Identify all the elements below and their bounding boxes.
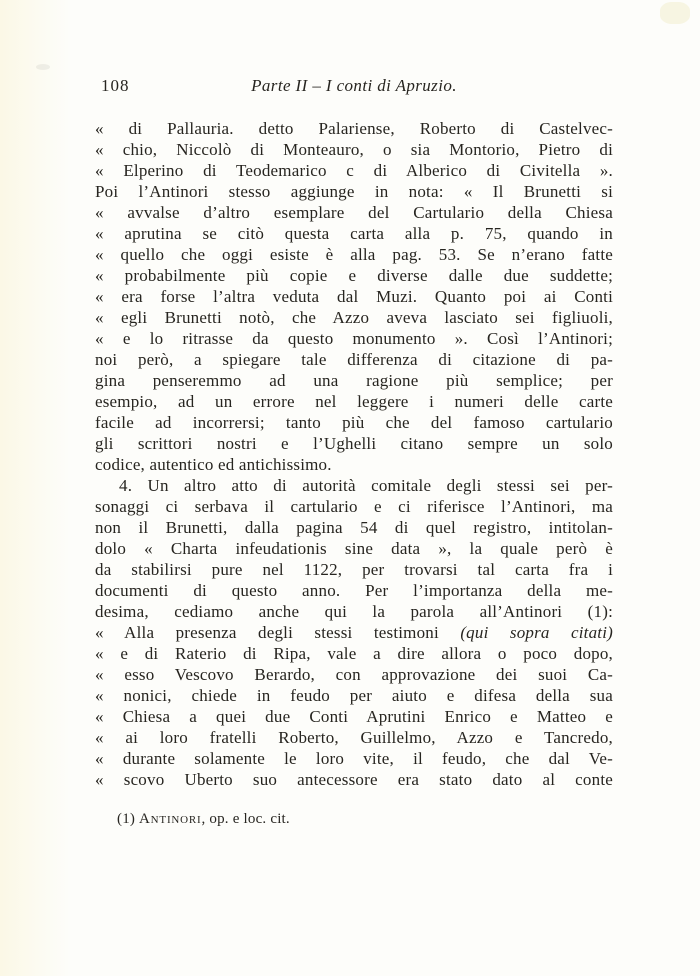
text-segment: « e lo ritrasse da questo monumento ». Così l’Antinori; <box>95 329 613 348</box>
text-line <box>95 223 613 244</box>
text-segment: non il Brunetti, dalla pagina 54 di quel registro, intitolan- <box>95 518 613 537</box>
text-segment: « di Pallauria. detto Palariense, Roberto di Castelvec- <box>95 119 613 138</box>
text-segment: « avvalse d’altro esemplare del Cartulario della Chiesa <box>95 203 613 222</box>
text-line <box>95 412 613 433</box>
text-segment: « durante solamente le loro vite, il feudo, che dal Ve- <box>95 749 613 768</box>
text-segment: noi però, a spiegare tale differenza di citazione di pa- <box>95 350 613 369</box>
page-number: 108 <box>101 76 130 95</box>
text-segment: codice, autentico ed antichissimo. <box>95 455 332 474</box>
text-line <box>95 622 613 643</box>
text-line <box>95 202 613 223</box>
scan-smudge <box>36 64 50 70</box>
text-line <box>95 748 613 769</box>
text-line <box>95 391 613 412</box>
text-line <box>95 496 613 517</box>
text-line <box>95 328 613 349</box>
text-segment: (1) <box>117 811 140 827</box>
text-segment: Antinori <box>139 811 202 827</box>
text-line <box>95 244 613 265</box>
text-line <box>95 454 613 475</box>
text-line <box>95 769 613 790</box>
text-segment: « chio, Niccolò di Monteauro, o sia Montorio, Pietro di <box>95 140 613 159</box>
text-segment: « scovo Uberto suo antecessore era stato dato al conte <box>95 770 613 789</box>
text-line <box>95 559 613 580</box>
text-line <box>95 601 613 622</box>
text-line <box>95 643 613 664</box>
text-segment: , op. e loc. cit. <box>201 811 290 827</box>
text-segment: « Chiesa a quei due Conti Aprutini Enrico e Matteo e <box>95 707 613 726</box>
text-line <box>95 349 613 370</box>
text-segment: « esso Vescovo Berardo, con approvazione dei suoi Ca- <box>95 665 613 684</box>
text-line <box>95 664 613 685</box>
text-line <box>95 706 613 727</box>
text-line <box>95 118 613 139</box>
text-segment: facile ad incorrersi; tanto più che del famoso cartulario <box>95 413 613 432</box>
text-line <box>95 538 613 559</box>
text-segment: « Elperino di Teodemarico c di Alberico di Civitella ». <box>95 161 613 180</box>
text-line <box>95 370 613 391</box>
text-segment: sonaggi ci serbava il cartulario e ci riferisce l’Antinori, ma <box>95 497 613 516</box>
text-line <box>95 685 613 706</box>
text-segment: « quello che oggi esiste è alla pag. 53. Se n’erano fatte <box>95 245 613 264</box>
text-segment: esempio, ad un errore nel leggere i numeri delle carte <box>95 392 613 411</box>
text-segment: « era forse l’altra veduta dal Muzi. Quanto poi ai Conti <box>95 287 613 306</box>
body-text <box>95 118 613 790</box>
text-segment: (qui sopra citati) <box>460 623 613 642</box>
footnote <box>117 810 290 829</box>
scan-smudge <box>660 2 690 24</box>
text-line <box>95 286 613 307</box>
text-segment: documenti di questo anno. Per l’importanza della me- <box>95 581 613 600</box>
text-line <box>95 181 613 202</box>
text-segment: « nonici, chiede in feudo per aiuto e difesa della sua <box>95 686 613 705</box>
text-line <box>95 580 613 601</box>
text-segment: « Alla presenza degli stessi testimoni <box>95 623 461 642</box>
text-segment: Poi l’Antinori stesso aggiunge in nota: « Il Brunetti si <box>95 182 613 201</box>
text-line <box>95 265 613 286</box>
text-segment: « egli Brunetti notò, che Azzo aveva lasciato sei figliuoli, <box>95 308 613 327</box>
text-segment: « ai loro fratelli Roberto, Guillelmo, Azzo e Tancredo, <box>95 728 613 747</box>
page-header <box>95 76 613 98</box>
text-segment: « aprutina se citò questa carta alla p. 75, quando in <box>95 224 613 243</box>
text-line <box>95 160 613 181</box>
text-segment: gli scrittori nostri e l’Ughelli citano sempre un solo <box>95 434 613 453</box>
text-segment: « e di Raterio di Ripa, vale a dire allora o poco dopo, <box>95 644 613 663</box>
running-title: Parte II – I conti di Apruzio. <box>251 76 457 95</box>
text-line <box>95 307 613 328</box>
text-line <box>95 433 613 454</box>
text-line <box>95 475 613 496</box>
text-line <box>95 139 613 160</box>
text-segment: desima, cediamo anche qui la parola all’Antinori (1): <box>95 602 613 621</box>
text-segment: « probabilmente più copie e diverse dalle due suddette; <box>95 266 613 285</box>
text-line <box>95 517 613 538</box>
text-segment: dolo « Charta infeudationis sine data », la quale però è <box>95 539 613 558</box>
text-segment: da stabilirsi pure nel 1122, per trovarsi tal carta fra i <box>95 560 613 579</box>
text-line <box>95 727 613 748</box>
text-segment: gina penseremmo ad una ragione più semplice; per <box>95 371 613 390</box>
text-segment: 4. Un altro atto di autorità comitale degli stessi sei per- <box>119 476 613 495</box>
